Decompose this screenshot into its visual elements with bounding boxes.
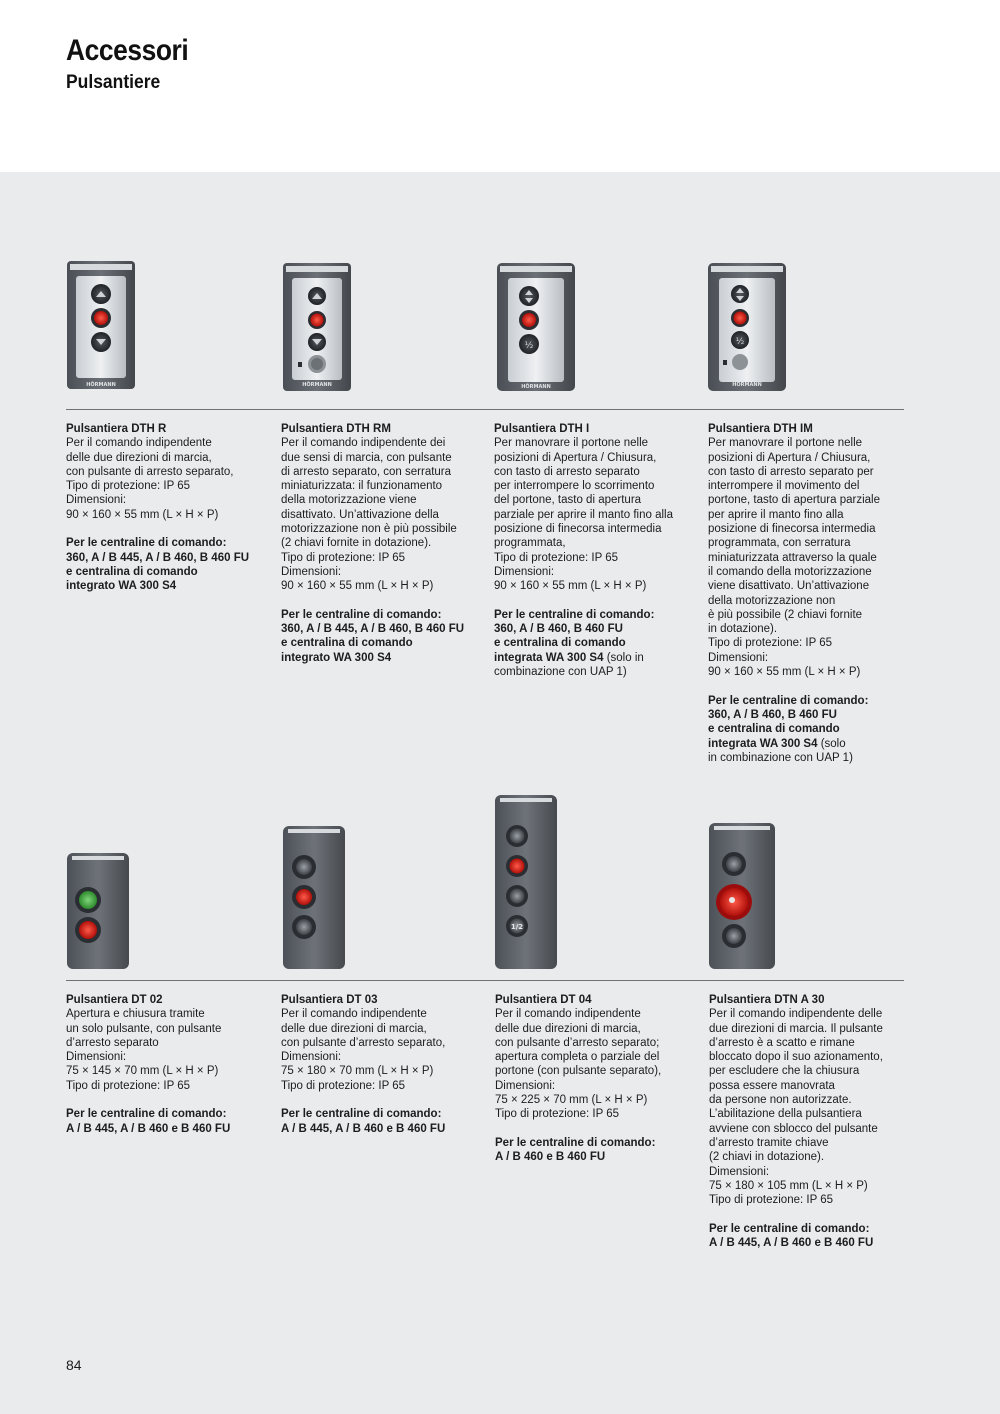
product-controls-note: (solo in combinazione con UAP 1)	[708, 737, 853, 764]
row1-divider	[66, 409, 904, 410]
product-controls-note: (solo in combinazione con UAP 1)	[494, 651, 644, 679]
product-controls: Per le centraline di comando: 360, A / B 445, A / B 460, B 460 FU e centralina di comando integrato WA 300 S4	[281, 608, 465, 664]
product-image-dt-03	[282, 825, 346, 970]
product-dth-i	[494, 422, 704, 679]
product-description: Per il comando indipendente delle due direzioni di marcia, con pulsante d’arresto separato; apertura completa o parziale del portone (con pulsante separato), Dimensioni: 75 × 225 × 70 mm (L × H × P) Tipo di protezione: IP 65	[495, 1008, 662, 1121]
svg-text:HÖRMANN: HÖRMANN	[521, 384, 551, 390]
product-controls: Per le centraline di comando: A / B 445, A / B 460 e B 460 FU	[66, 1108, 231, 1135]
product-description: Per il comando indipendente delle due direzioni di marcia, con pulsante d’arresto separato, Dimensioni: 75 × 180 × 70 mm (L × H × P) Tipo di protezione: IP 65	[281, 1008, 446, 1092]
product-image-dt-04	[494, 794, 558, 970]
product-controls: Per le centraline di comando: 360, A / B 445, A / B 460, B 460 FU e centralina di comando integrato WA 300 S4	[66, 537, 250, 593]
page-title: Accessori	[66, 34, 189, 67]
product-controls: Per le centraline di comando: A / B 445, A / B 460 e B 460 FU	[281, 1108, 446, 1135]
svg-text:½: ½	[735, 337, 745, 347]
product-name: Pulsantiera DT 03	[281, 994, 378, 1006]
product-dt-04	[495, 993, 705, 1165]
half-open-label: 1/2	[510, 923, 524, 931]
product-dth-rm	[281, 422, 486, 665]
product-dt-03	[281, 993, 486, 1136]
product-description: Per manovrare il portone nelle posizioni di Apertura / Chiusura, con tasto di arresto separato per interrompere lo scorrimento del portone, tasto di apertura parziale per aprire il manto fino alla posizione di finecorsa intermedia programmata, Tipo di protezione: IP 65 Dimensioni: 90 × 160 × 55 mm (L × H × P)	[494, 437, 673, 593]
product-controls: Per le centraline di comando: 360, A / B 460, B 460 FU e centralina di comando integrata WA 300 S4	[708, 694, 869, 750]
product-image-dt-02	[66, 852, 130, 970]
product-image-dth-rm	[282, 262, 352, 392]
product-dtn-a-30	[709, 993, 919, 1250]
page-number: 84	[66, 1357, 82, 1373]
row2-divider	[66, 980, 904, 981]
product-image-dth-r	[66, 260, 136, 390]
product-description: Apertura e chiusura tramite un solo pulsante, con pulsante d’arresto separato Dimensioni: 75 × 145 × 70 mm (L × H × P) Tipo di protezione: IP 65	[66, 1008, 222, 1092]
page-subtitle: Pulsantiere	[66, 72, 161, 93]
product-name: Pulsantiera DT 04	[495, 994, 592, 1006]
product-description: Per il comando indipendente dei due sensi di marcia, con pulsante di arresto separato, con serratura miniaturizzata: il funzionamento della motorizzazione viene disattivato. Un’attivazione della motorizzazione non è più possibile (2 chiavi fornite in dotazione). Tipo di protezione: IP 65 Dimensioni: 90 × 160 × 55 mm (L × H × P)	[281, 437, 457, 593]
svg-text:½: ½	[524, 341, 534, 351]
brand-logo: HÖRMANN	[86, 382, 116, 388]
product-image-dth-i	[496, 262, 576, 392]
product-description: Per manovrare il portone nelle posizioni di Apertura / Chiusura, con tasto di arresto separato per interrompere il movimento del portone, tasto di apertura parziale per aprire il manto fino alla posizione di finecorsa intermedia programmata, con serratura miniaturizzata attraverso la quale il comando della motorizzazione viene disattivato. Un’attivazione della motorizzazione non è più possibile (2 chiavi fornite in dotazione). Tipo di protezione: IP 65 Dimensioni: 90 × 160 × 55 mm (L × H × P)	[708, 437, 880, 679]
svg-text:HÖRMANN: HÖRMANN	[302, 382, 332, 388]
product-name: Pulsantiera DTH R	[66, 423, 167, 435]
product-dth-im	[708, 422, 918, 765]
product-name: Pulsantiera DTH I	[494, 423, 590, 435]
product-dt-02	[66, 993, 271, 1136]
product-name: Pulsantiera DT 02	[66, 994, 163, 1006]
product-name: Pulsantiera DTN A 30	[709, 994, 825, 1006]
product-name: Pulsantiera DTH IM	[708, 423, 813, 435]
product-controls: Per le centraline di comando: 360, A / B 460, B 460 FU e centralina di comando integrata WA 300 S4	[494, 608, 655, 664]
product-image-dtn-a-30	[708, 822, 776, 970]
svg-text:HÖRMANN: HÖRMANN	[732, 382, 762, 388]
page-header	[66, 34, 205, 94]
product-name: Pulsantiera DTH RM	[281, 423, 391, 435]
product-controls: Per le centraline di comando: A / B 460 e B 460 FU	[495, 1136, 656, 1164]
product-description: Per il comando indipendente delle due direzioni di marcia, con pulsante di arresto separato, Tipo di protezione: IP 65 Dimensioni: 90 × 160 × 55 mm (L × H × P)	[66, 437, 234, 521]
product-controls: Per le centraline di comando: A / B 445, A / B 460 e B 460 FU	[709, 1222, 874, 1250]
product-image-dth-im	[707, 262, 787, 392]
product-dth-r	[66, 422, 271, 594]
product-description: Per il comando indipendente delle due direzioni di marcia. Il pulsante d’arresto è a scatto e rimane bloccato dopo il suo azionamento, per escludere che la chiusura possa essere manovrata da persone non autorizzate. L’abilitazione della pulsantiera avviene con sblocco del pulsante d’arresto tramite chiave (2 chiavi in dotazione). Dimensioni: 75 × 180 × 105 mm (L × H × P) Tipo di protezione: IP 65	[709, 1008, 883, 1207]
